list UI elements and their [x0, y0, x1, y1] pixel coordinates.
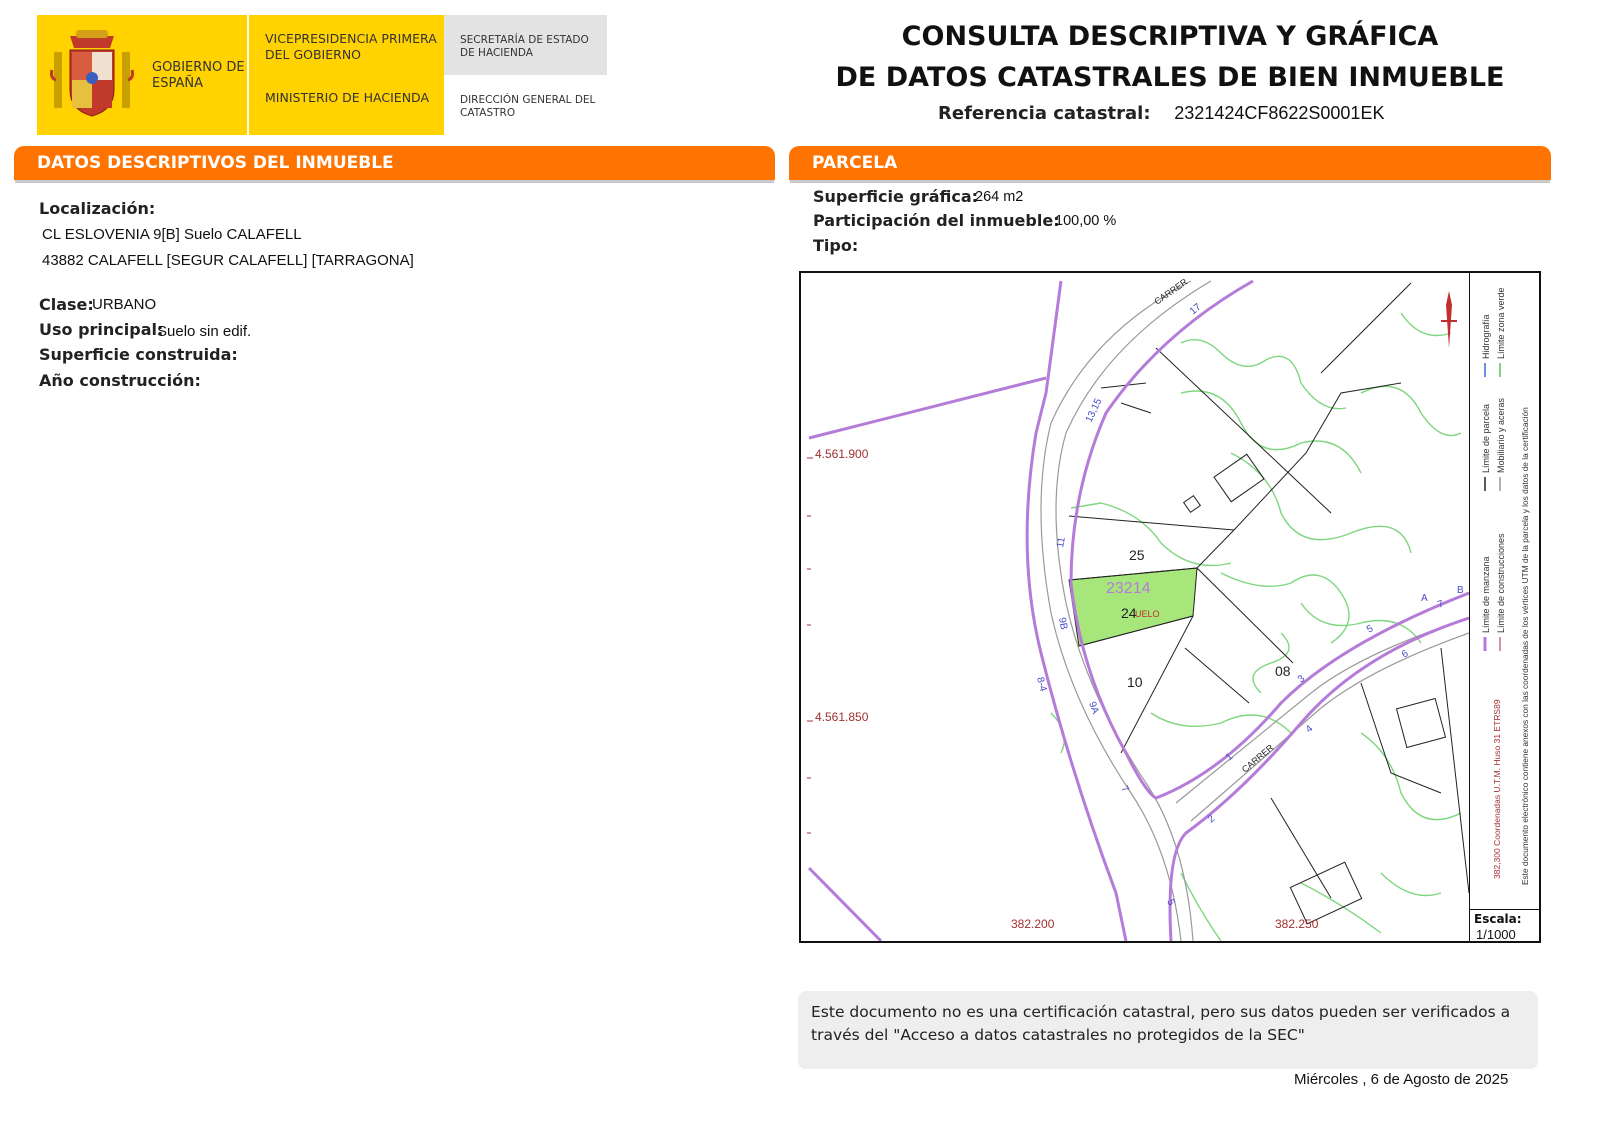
map-drawing: [801, 273, 1469, 941]
house-number-11: 11: [1055, 536, 1068, 549]
parcel-label-08: 08: [1275, 663, 1291, 679]
house-number-8-4: 8-4: [1034, 675, 1049, 693]
clase-value: URBANO: [92, 296, 157, 313]
gobierno-text: GOBIERNO DE ESPAÑA: [152, 60, 245, 91]
block-id: 23214: [1106, 580, 1151, 597]
uso-value: Suelo sin edif.: [157, 323, 252, 340]
coord-y2: 4.561.850: [815, 710, 869, 724]
document-date: Miércoles , 6 de Agosto de 2025: [1294, 1071, 1509, 1088]
coat-of-arms-icon: [50, 30, 134, 120]
vicepresidencia-text: VICEPRESIDENCIA PRIMERA DEL GOBIERNO: [265, 31, 437, 62]
localizacion-label: Localización:: [39, 199, 156, 218]
superficie-grafica-label: Superficie gráfica:: [813, 187, 979, 206]
house-number-5-left: 5: [1164, 897, 1177, 908]
direccion-text: DIRECCIÓN GENERAL DEL CATASTRO: [460, 94, 596, 119]
title-line-2: DE DATOS CATASTRALES DE BIEN INMUEBLE: [835, 62, 1505, 93]
parcela-heading: PARCELA: [812, 153, 898, 173]
parcel-label-10: 10: [1127, 674, 1143, 690]
street-name-bottom: CARRER: [1239, 742, 1276, 775]
ref-label: Referencia catastral:: [938, 103, 1151, 124]
scale-label: Escala:: [1474, 912, 1522, 926]
anio-construccion-label: Año construcción:: [39, 371, 201, 390]
coordinate-ticks: [807, 458, 813, 833]
ref-value: 2321424CF8622S0001EK: [1174, 103, 1385, 123]
secretaria-text: SECRETARÍA DE ESTADO DE HACIENDA: [460, 34, 589, 59]
page-title: [830, 16, 1510, 98]
house-number-9b: 9B: [1056, 616, 1070, 631]
house-number-7-right: 7: [1436, 598, 1446, 611]
legend-limite-manzana: Límite de manzana: [1481, 556, 1491, 633]
house-number-13-15: 13,15: [1083, 396, 1105, 425]
legend-mobiliario: Mobiliario y aceras: [1496, 397, 1506, 473]
map-legend: [1469, 271, 1540, 911]
coord-x2: 382.250: [1275, 917, 1319, 931]
address-line-2: 43882 CALAFELL [SEGUR CALAFELL] [TARRAGONA]: [42, 252, 414, 269]
participacion-label: Participación del inmueble:: [813, 211, 1060, 230]
superficie-grafica-value: 264 m2: [975, 189, 1024, 205]
house-letter-b: B: [1457, 585, 1464, 596]
legend-hidrografia: Hidrografía: [1481, 314, 1491, 359]
legend-zona-verde: Límite zona verde: [1496, 287, 1506, 359]
legend-limite-construcciones: Límite de construcciones: [1496, 533, 1506, 633]
scale-value: 1/1000: [1476, 927, 1516, 942]
logo-divider: [247, 15, 249, 135]
cadastral-map[interactable]: [799, 271, 1541, 943]
house-number-1: 1: [1223, 751, 1236, 764]
parcela-header: [789, 146, 1551, 180]
referencia-catastral: [938, 103, 1384, 124]
north-arrow-icon: [1441, 291, 1457, 348]
clase-label: Clase:: [39, 295, 94, 314]
descriptivos-heading: DATOS DESCRIPTIVOS DEL INMUEBLE: [37, 153, 394, 173]
descriptivos-header: [14, 146, 775, 180]
ministerio-text: MINISTERIO DE HACIENDA: [265, 90, 430, 105]
superficie-construida-label: Superficie construida:: [39, 345, 238, 364]
legend-drawing: [1470, 271, 1540, 911]
suelo-label: UELO: [1135, 609, 1160, 619]
legend-limite-parcela: Límite de parcela: [1481, 403, 1491, 473]
coord-x1: 382.200: [1011, 917, 1055, 931]
parcel-label-25: 25: [1129, 547, 1145, 563]
parcel-label-24: 24: [1121, 605, 1137, 621]
house-number-7: 7: [1118, 784, 1131, 795]
house-number-17: 17: [1187, 301, 1204, 318]
disclaimer-text: Este documento no es una certificación catastral, pero sus datos pueden ser verificados a través del "Acceso a datos catastrales no protegidos de la SEC": [811, 1003, 1511, 1044]
title-line-1: CONSULTA DESCRIPTIVA Y GRÁFICA: [901, 21, 1439, 52]
house-number-2: 2: [1205, 813, 1218, 826]
house-number-5-right: 5: [1365, 623, 1376, 636]
street-name-top: CARRER: [1152, 276, 1190, 307]
coord-y1: 4.561.900: [815, 447, 869, 461]
house-number-4: 4: [1303, 723, 1316, 736]
legend-utm: 382,300 Coordenadas U.T.M. Huso 31 ETRS89: [1492, 699, 1502, 879]
participacion-value: 100,00 %: [1055, 213, 1117, 229]
house-letter-a: A: [1421, 593, 1428, 604]
address-line-1: CL ESLOVENIA 9[B] Suelo CALAFELL: [42, 226, 302, 243]
house-number-9a: 9A: [1086, 700, 1101, 716]
tipo-label: Tipo:: [813, 236, 859, 255]
house-number-6: 6: [1400, 648, 1411, 661]
house-number-3: 3: [1295, 673, 1308, 686]
legend-note: Este documento electrónico contiene anexos con las coordenadas de los vértices UTM de la parcela y los datos de la certificación: [1520, 407, 1530, 885]
uso-label: Uso principal:: [39, 320, 164, 339]
